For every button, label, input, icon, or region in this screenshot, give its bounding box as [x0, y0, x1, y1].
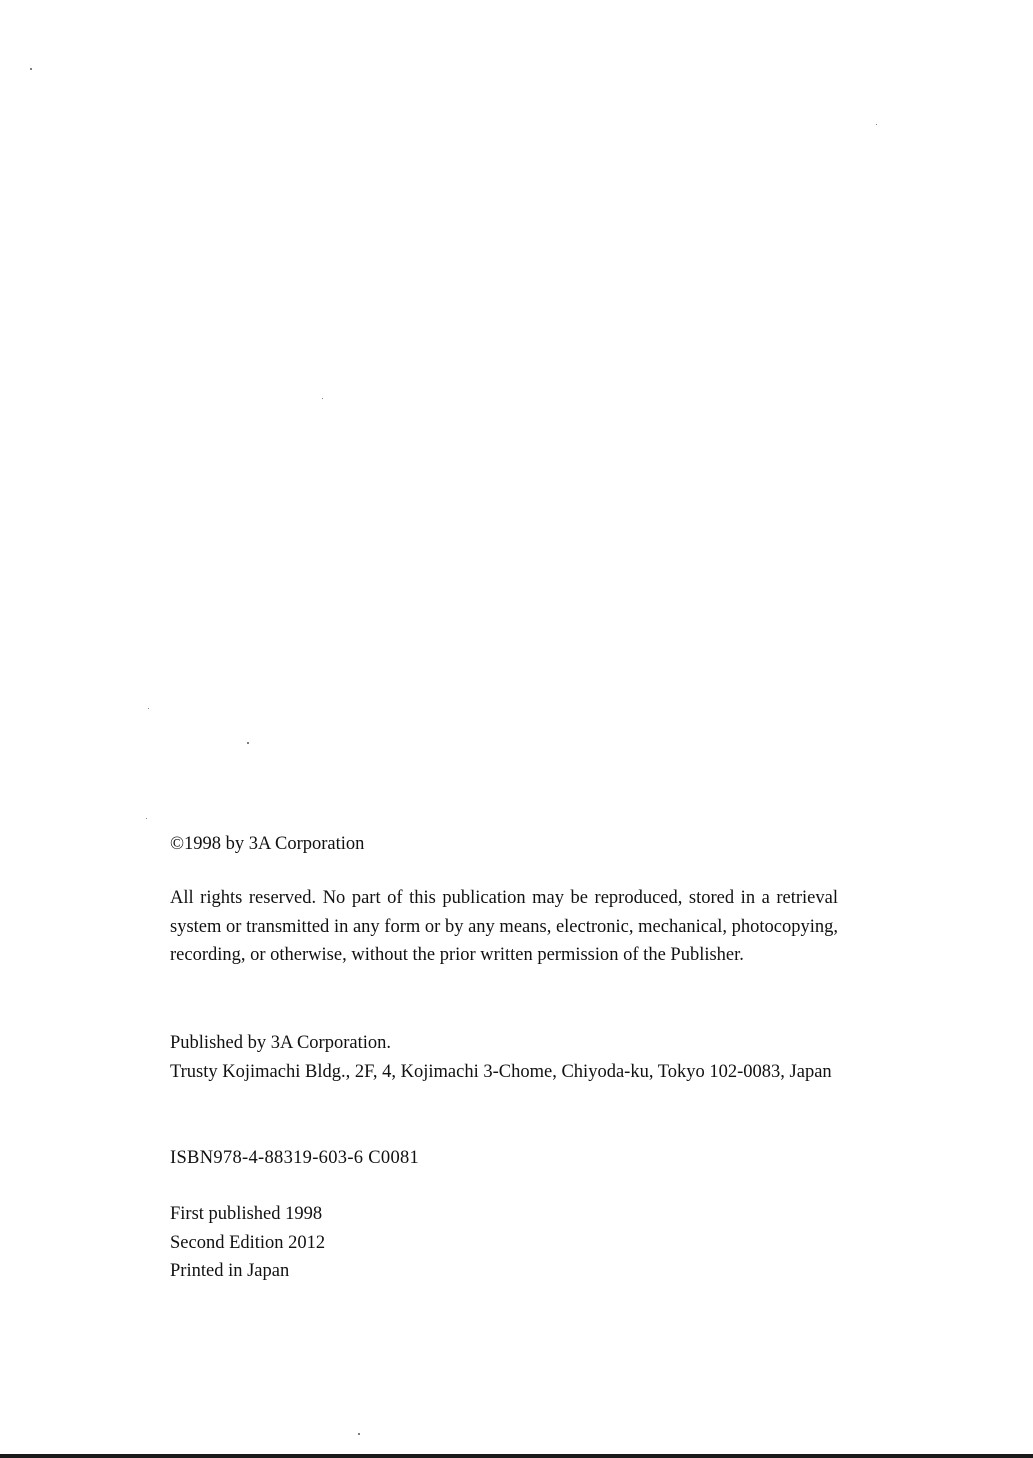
rights-notice-text: All rights reserved. No part of this publication may be reproduced, stored in a retrieval system or transmitted in any form or by any means, electronic, mechanical, photocopying, recording, or otherwise, without the prior written permission of the Publisher.	[170, 888, 838, 965]
scan-speck	[247, 742, 249, 744]
edition-block	[170, 1200, 838, 1286]
rights-notice	[170, 884, 838, 970]
copyright-line: ©1998 by 3A Corporation	[170, 834, 365, 854]
scan-speck	[876, 124, 877, 125]
first-published-line: First published 1998	[170, 1204, 323, 1224]
scan-bottom-edge	[0, 1454, 1033, 1458]
scan-speck	[358, 1433, 360, 1435]
scan-speck	[148, 708, 149, 709]
printed-in-line: Printed in Japan	[170, 1261, 290, 1281]
isbn-line: ISBN978-4-88319-603-6 C0081	[170, 1148, 420, 1168]
publisher-line: Published by 3A Corporation.	[170, 1033, 391, 1053]
scan-speck	[146, 818, 147, 819]
scan-speck	[30, 68, 32, 70]
publisher-block	[170, 1029, 838, 1086]
second-edition-line: Second Edition 2012	[170, 1232, 326, 1253]
publisher-address: Trusty Kojimachi Bldg., 2F, 4, Kojimachi 3-Chome, Chiyoda-ku, Tokyo 102-0083, Japan	[170, 1061, 832, 1082]
scan-speck	[322, 398, 323, 399]
